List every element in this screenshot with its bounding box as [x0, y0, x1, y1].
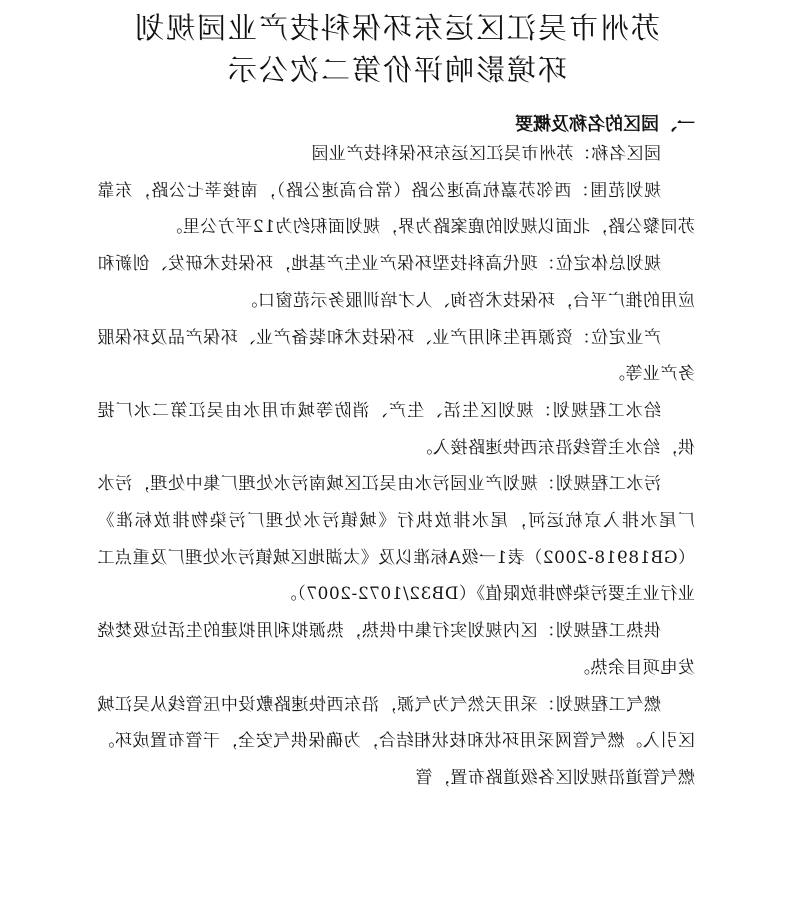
paragraph-gas: 燃气工程规划：采用天然气为气源，沿东西快速路敷设中压管线从吴江城区引入。燃气管网采用环状和枝状相结合，为确保供气安全，干管布置成环。燃气管道沿规划区各级道路布置，管	[97, 694, 695, 788]
section-heading: 一、园区的名称及概要	[515, 114, 695, 135]
paragraph-sewage: 污水工程规划：规划产业园污水由吴江区城南污水处理厂集中处理，污水厂尾水排入京杭运河，尾水排放执行《城镇污水处理厂污染物排放标准》（GB18918-2002）表1一级A标准以及《太湖地区城镇污水处理厂及重点工业行业主要污染物排放限值》（DB32/1072-2007）。	[97, 474, 695, 605]
paragraph-planning-scope: 规划范围：西邻苏嘉杭高速公路（常台高速公路），南接莘七公路，东靠苏同黎公路，北面以规划的鹿案路为界，规划面积约为12平方公里。	[97, 180, 695, 238]
document-title-line1: 苏州市吴江区运东环保科技产业园规划	[133, 11, 661, 45]
paragraph-heating: 供热工程规划：区内规划实行集中供热，热源拟利用拟建的生活垃圾焚烧发电项目余热。	[97, 621, 695, 678]
document-body	[97, 136, 695, 797]
paragraph-overall-positioning: 规划总体定位：现代高科技型环保产业生产基地，环保技术研发、创新和应用的推广平台，环保技术咨询、人才培训服务示范窗口。	[97, 254, 695, 311]
document-title-line2: 环境影响评价第二次公示	[226, 53, 568, 87]
paragraph-water-supply: 给水工程规划：规划区生活、生产、消防等城市用水由吴江第二水厂提供，给水主管线沿东西快速路接入。	[97, 400, 695, 458]
paragraph-industry-positioning: 产业定位：资源再生利用产业、环保技术和装备产业、环保产品及环保服务产业等。	[97, 327, 695, 385]
paragraph-park-name: 园区名称：苏州市吴江区运东环保科技产业园	[311, 144, 661, 164]
